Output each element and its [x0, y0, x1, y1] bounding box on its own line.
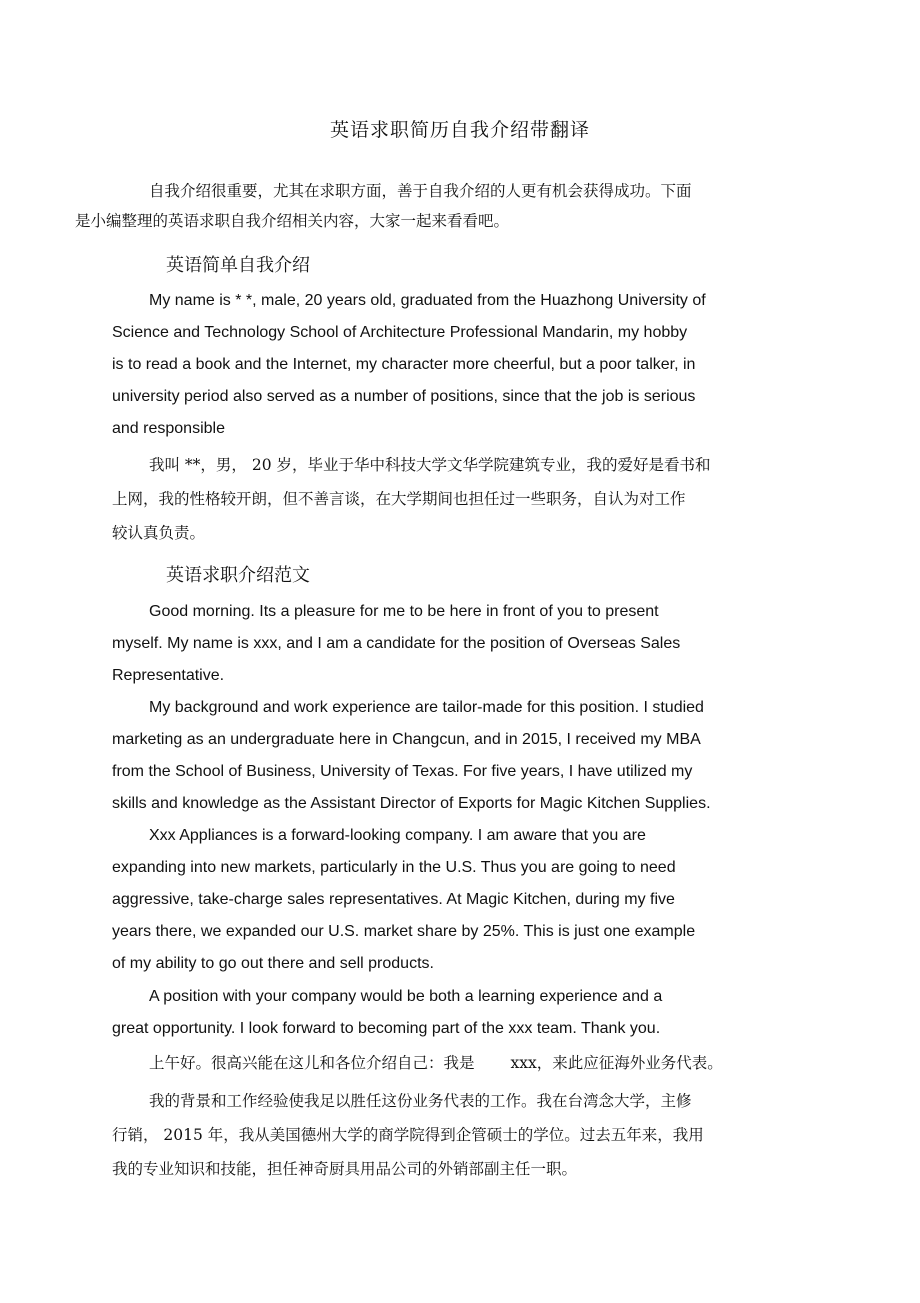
section1-english-paragraph: [112, 285, 772, 445]
en-line: marketing as an undergraduate here in Changcun, and in 2015, I received my MBA: [112, 731, 701, 748]
zh-text-part: xxx，来此应征海外业务代表。: [510, 1054, 723, 1072]
en-line: of my ability to go out there and sell products.: [112, 955, 434, 972]
section-heading-simple-intro: 英语简单自我介绍: [166, 255, 310, 276]
section2-paragraph-2: [112, 692, 772, 820]
en-line: Xxx Appliances is a forward-looking company. I am aware that you are: [149, 827, 646, 844]
section2-chinese-paragraph-2: [112, 1084, 772, 1186]
intro-line: 是小编整理的英语求职自我介绍相关内容，大家一起来看看吧。: [75, 212, 510, 230]
section-heading-job-intro-sample: 英语求职介绍范文: [166, 565, 310, 586]
en-line: expanding into new markets, particularly in the U.S. Thus you are going to need: [112, 859, 676, 876]
en-line: great opportunity. I look forward to becoming part of the xxx team. Thank you.: [112, 1020, 661, 1037]
en-line: skills and knowledge as the Assistant Director of Exports for Magic Kitchen Supplies.: [112, 795, 711, 812]
section2-paragraph-4: [112, 981, 772, 1045]
en-line: years there, we expanded our U.S. market share by 25%. This is just one example: [112, 923, 696, 940]
en-line: myself. My name is xxx, and I am a candidate for the position of Overseas Sales: [112, 635, 681, 652]
en-line: Good morning. Its a pleasure for me to be here in front of you to present: [149, 603, 659, 620]
section2-paragraph-3: [112, 820, 772, 980]
zh-line: 我叫 **，男， 20 岁，毕业于华中科技大学文华学院建筑专业，我的爱好是看书和: [149, 456, 711, 474]
en-line: is to read a book and the Internet, my character more cheerful, but a poor talker, in: [112, 356, 696, 373]
zh-line: [112, 1048, 772, 1078]
en-line: from the School of Business, University of Texas. For five years, I have utilized my: [112, 763, 693, 780]
section1-chinese-paragraph: [112, 448, 772, 550]
document-title: 英语求职简历自我介绍带翻译: [329, 119, 590, 141]
zh-line: 我的专业知识和技能，担任神奇厨具用品公司的外销部副主任一职。: [112, 1160, 578, 1178]
en-line: university period also served as a number of positions, since that the job is serious: [112, 388, 696, 405]
section2-chinese-paragraph-1: [112, 1048, 772, 1078]
zh-line: 我的背景和工作经验使我足以胜任这份业务代表的工作。我在台湾念大学，主修: [149, 1092, 692, 1110]
zh-line: 行销， 2015 年，我从美国德州大学的商学院得到企管硕士的学位。过去五年来，我用: [112, 1126, 704, 1144]
intro-paragraph: [75, 176, 772, 236]
en-line: aggressive, take-charge sales representatives. At Magic Kitchen, during my five: [112, 891, 675, 908]
en-line: A position with your company would be both a learning experience and a: [149, 988, 663, 1005]
en-line: Science and Technology School of Architecture Professional Mandarin, my hobby: [112, 324, 688, 341]
zh-line: 较认真负责。: [112, 524, 206, 542]
en-line: Representative.: [112, 667, 225, 684]
en-line: My name is * *, male, 20 years old, graduated from the Huazhong University of: [149, 292, 706, 309]
zh-line: 上网，我的性格较开朗，但不善言谈，在大学期间也担任过一些职务，自认为对工作: [112, 490, 686, 508]
en-line: and responsible: [112, 420, 225, 437]
intro-line: 自我介绍很重要，尤其在求职方面，善于自我介绍的人更有机会获得成功。下面: [149, 182, 692, 200]
zh-text-part: 上午好。很高兴能在这儿和各位介绍自己：我是: [149, 1054, 475, 1072]
section2-paragraph-1: [112, 596, 772, 692]
en-line: My background and work experience are tailor-made for this position. I studied: [149, 699, 704, 716]
